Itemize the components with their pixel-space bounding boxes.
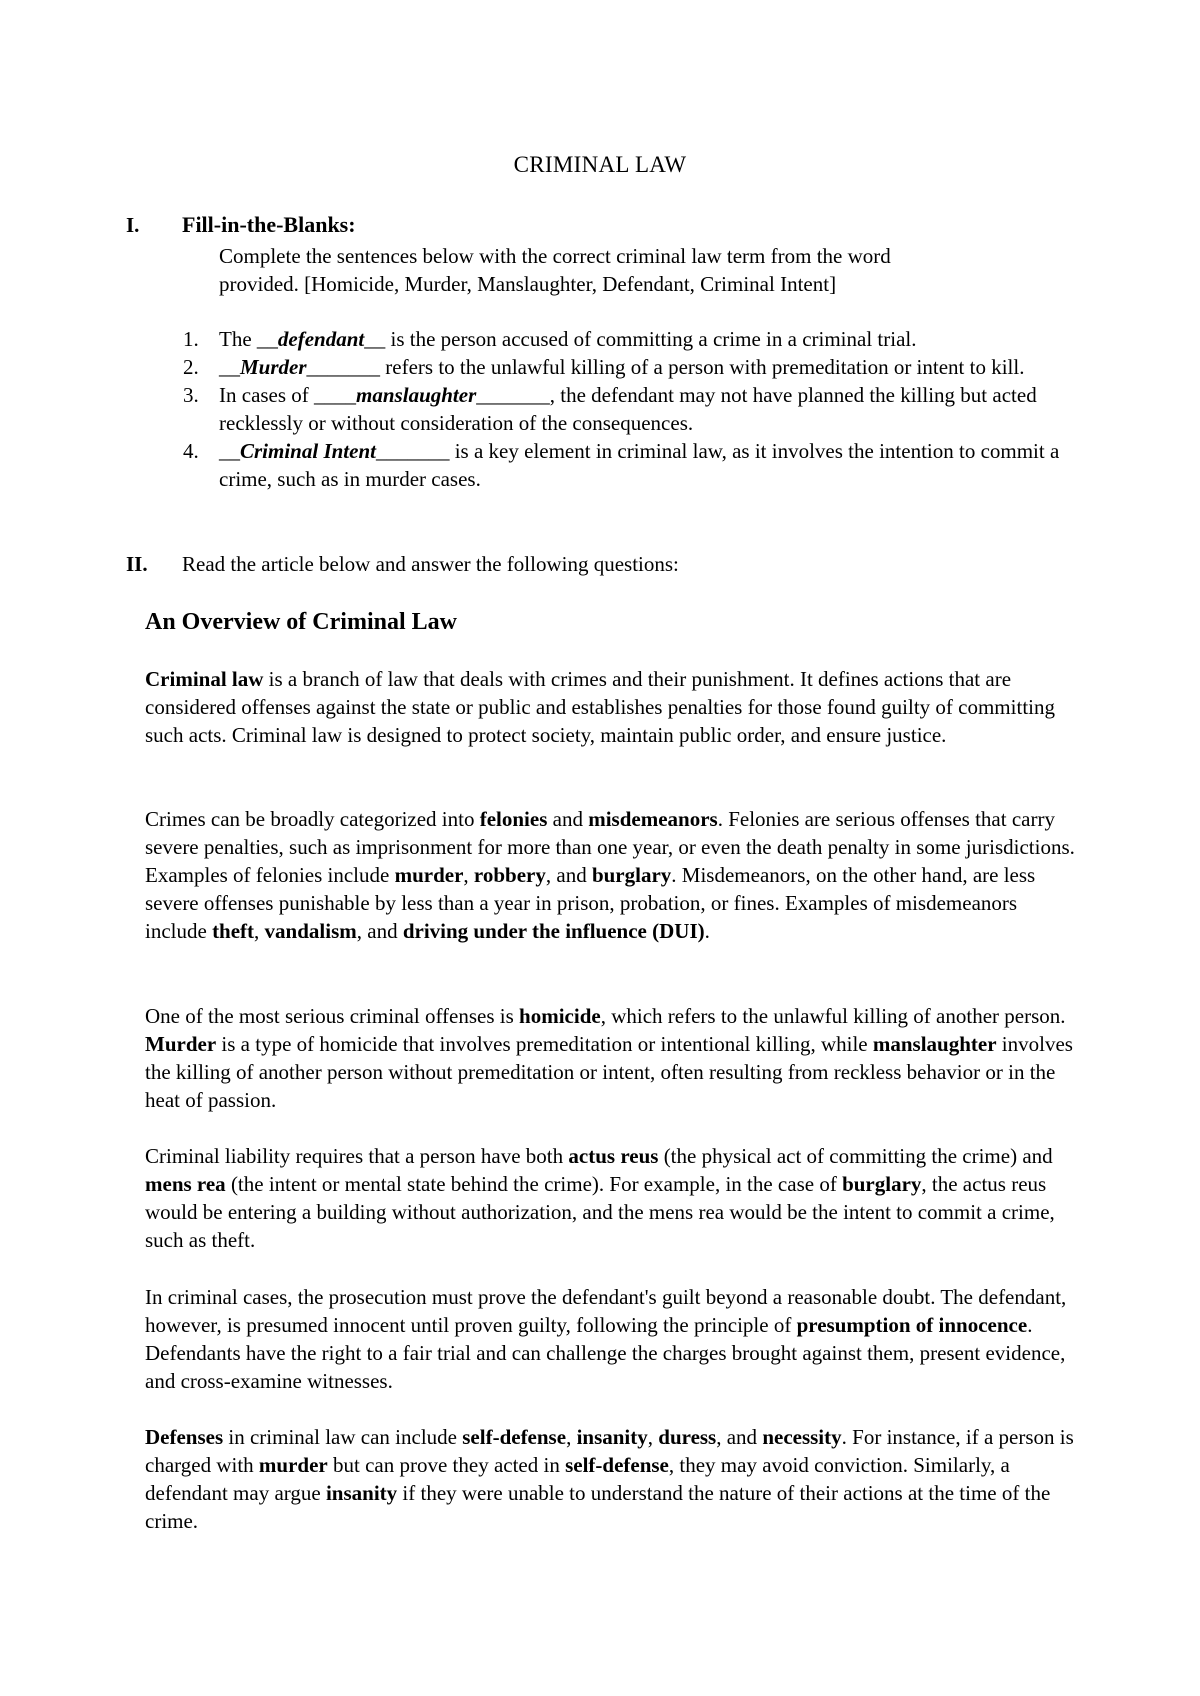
paragraph-text: . [704,919,710,943]
paragraph-text: . Misdemeanors, on the other hand, are less severe offenses punishable by less than a year in prison, probation, or fines. Examples of misdemeanors include [145,863,1036,943]
paragraph-text: . Felonies are serious offenses that carry severe penalties, such as imprisonment for more than one year, or even the death penalty in some jurisdictions. Examples of felonies include [145,807,1075,887]
bold-term: vandalism [264,919,357,943]
article-paragraph-3 [145,1002,1075,1114]
article-paragraph-5 [145,1283,1075,1395]
paragraph-text: , [254,919,265,943]
section-2-text: Read the article below and answer the following questions: [182,552,679,576]
item-text-after: _______ refers to the unlawful killing of a person with premeditation or intent to kill. [306,355,1025,379]
document-title: CRIMINAL LAW [513,152,687,177]
item-answer: Murder [240,355,307,379]
bold-term: Criminal law [145,667,264,691]
item-text-before: __ [219,439,240,463]
bold-term: murder [394,863,464,887]
bold-term: duress [658,1425,717,1449]
bold-term: felonies [479,807,548,831]
item-text-after: _______, the defendant may not have planned the killing but acted recklessly or without consideration of the consequences. [219,383,1037,435]
article-paragraph-1 [145,665,1075,749]
bold-term: robbery [473,863,546,887]
item-text-after: __ is the person accused of committing a crime in a criminal trial. [364,327,917,351]
paragraph-text: , and [716,1425,763,1449]
item-answer: Criminal Intent [240,439,376,463]
instructions-line-2: provided. [Homicide, Murder, Manslaughter, Defendant, Criminal Intent] [219,272,837,296]
list-item [183,437,1079,493]
bold-term: burglary [591,863,672,887]
bold-term: misdemeanors [588,807,718,831]
section-1-heading [126,211,1086,239]
paragraph-text: , the actus reus would be entering a building without authorization, and the mens rea would be the intent to commit a crime, such as theft. [145,1172,1055,1252]
bold-term: Murder [145,1032,217,1056]
paragraph-text: , which refers to the unlawful killing of another person. [600,1004,1066,1028]
section-1-number: I. [126,213,140,237]
bold-term: manslaughter [872,1032,997,1056]
section-1-instructions [219,242,1079,298]
bold-term: murder [258,1453,328,1477]
bold-term: actus reus [568,1144,659,1168]
paragraph-text: (the physical act of committing the crime) and [658,1144,1053,1168]
bold-term: mens rea [145,1172,226,1196]
article-paragraph-6 [145,1423,1075,1535]
bold-term: theft [212,919,255,943]
bold-term: presumption of innocence [796,1313,1028,1337]
bold-term: necessity [762,1425,842,1449]
item-answer: defendant [277,327,365,351]
paragraph-text: is a branch of law that deals with crimes and their punishment. It defines actions that are considered offenses against the state or public and establishes penalties for those found guilty of committing such acts. Criminal law is designed to protect society, maintain public order, and ensure justice. [145,667,1055,747]
item-answer: manslaughter [356,383,477,407]
bold-term: homicide [519,1004,601,1028]
paragraph-text: , [463,863,474,887]
item-number: 4. [183,439,199,463]
paragraph-text: One of the most serious criminal offenses is [145,1004,520,1028]
paragraph-text: Crimes can be broadly categorized into [145,807,480,831]
fill-in-blanks-list [183,325,1079,493]
section-1-title: Fill-in-the-Blanks: [182,212,356,237]
bold-term: Defenses [145,1425,224,1449]
section-2-number: II. [126,552,148,576]
item-text-before: __ [219,355,240,379]
paragraph-text: (the intent or mental state behind the crime). For example, in the case of [225,1172,843,1196]
list-item [183,325,1079,353]
list-item [183,353,1079,381]
paragraph-text: . Defendants have the right to a fair trial and can challenge the charges brought against them, present evidence, and cross-examine witnesses. [145,1313,1066,1393]
item-text-after: _______ is a key element in criminal law, as it involves the intention to commit a crime, such as in murder cases. [219,439,1060,491]
bold-term: driving under the influence (DUI) [402,919,705,943]
paragraph-text: . For instance, if a person is charged with [145,1425,1074,1477]
section-2-heading [126,550,1086,578]
item-number: 1. [183,327,199,351]
bold-term: self-defense [462,1425,567,1449]
article-title: An Overview of Criminal Law [145,609,457,635]
item-number: 2. [183,355,199,379]
bold-term: burglary [842,1172,922,1196]
paragraph-text: and [547,807,589,831]
article-paragraph-2 [145,805,1075,945]
list-item [183,381,1079,437]
item-text-before: The __ [219,327,278,351]
paragraph-text: , [566,1425,577,1449]
instructions-line-1: Complete the sentences below with the correct criminal law term from the word [219,244,891,268]
paragraph-text: Criminal liability requires that a person have both [145,1144,569,1168]
paragraph-text: , and [356,919,403,943]
paragraph-text: is a type of homicide that involves premeditation or intentional killing, while [216,1032,873,1056]
paragraph-text: in criminal law can include [223,1425,463,1449]
paragraph-text: In criminal cases, the prosecution must prove the defendant's guilt beyond a reasonable doubt. The defendant, however, is presumed innocent until proven guilty, following the principle of [145,1285,1067,1337]
paragraph-text: , they may avoid conviction. Similarly, a defendant may argue [145,1453,1010,1505]
article-paragraph-4 [145,1142,1075,1254]
paragraph-text: , and [545,863,592,887]
item-number: 3. [183,383,199,407]
bold-term: insanity [325,1481,398,1505]
bold-term: self-defense [565,1453,669,1477]
paragraph-text: but can prove they acted in [327,1453,566,1477]
paragraph-text: , [647,1425,659,1449]
paragraph-text: involves the killing of another person without premeditation or intent, often resulting from reckless behavior or in the heat of passion. [145,1032,1073,1112]
paragraph-text: if they were unable to understand the nature of their actions at the time of the crime. [145,1481,1051,1533]
item-text-before: In cases of ____ [219,383,357,407]
bold-term: insanity [576,1425,648,1449]
